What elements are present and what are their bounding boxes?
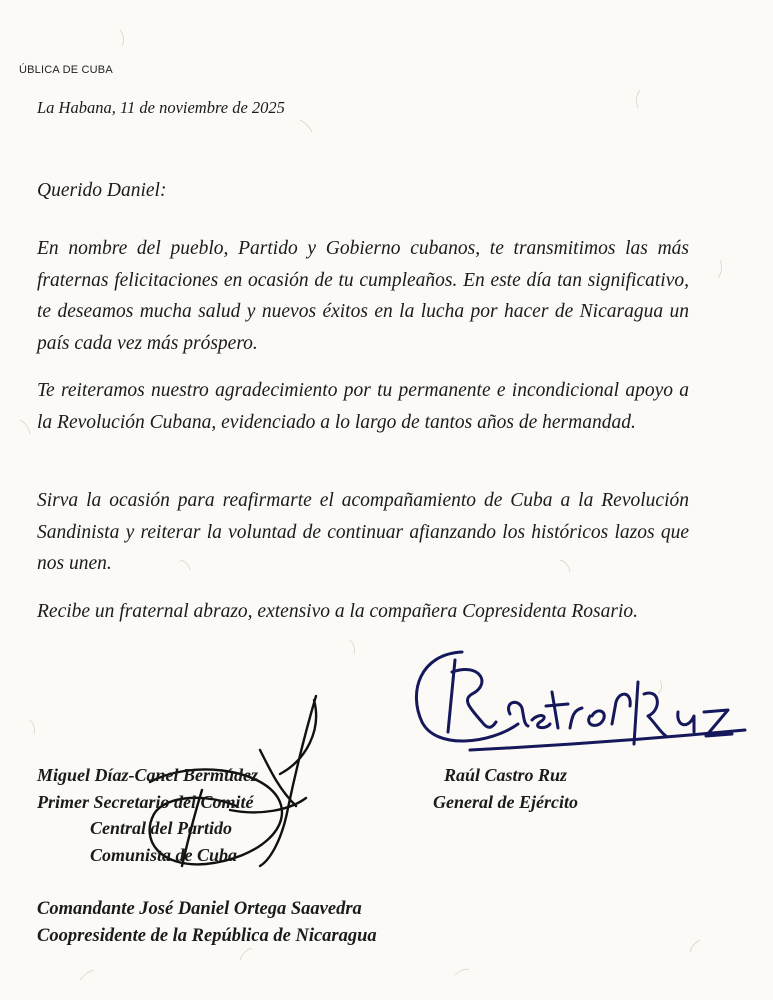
- body-paragraph-2: Te reiteramos nuestro agradecimiento por tu permanente e incondicional apoyo a la Revolución Cubana, evidenciado a lo largo de tantos años de hermandad.: [37, 380, 689, 433]
- signatory-right-title: General de Ejército: [433, 791, 578, 812]
- signatory-left-name: Miguel Díaz-Canel Bermúdez: [37, 765, 259, 785]
- signatory-left-title-3: Comunista de Cuba: [90, 844, 238, 865]
- handwritten-signature-castro: [400, 632, 760, 772]
- body-paragraph-1: En nombre del pueblo, Partido y Gobierno cubanos, te transmitimos las más fraternas felicitaciones en ocasión de tu cumpleaños. En este día tan significativo, te deseamos mucha salud y nuevos éxitos en la lucha por hacer de Nicaragua un país cada vez más próspero.: [37, 238, 689, 354]
- date-line: La Habana, 11 de noviembre de 2025: [37, 98, 285, 117]
- signatory-left: [37, 762, 258, 868]
- greeting: Querido Daniel:: [37, 180, 167, 201]
- addressee-name: Comandante José Daniel Ortega Saavedra: [37, 899, 362, 919]
- closing-paragraph: Recibe un fraternal abrazo, extensivo a la compañera Copresidenta Rosario.: [37, 601, 638, 622]
- signatory-right-name: Raúl Castro Ruz: [443, 765, 568, 785]
- addressee-block: [37, 896, 377, 949]
- addressee-title: Coopresidente de la República de Nicaragua: [37, 925, 377, 946]
- signatory-right: [433, 762, 578, 815]
- body-paragraph-3: Sirva la ocasión para reafirmarte el acompañamiento de Cuba a la Revolución Sandinista y reiterar la voluntad de continuar afianzando los históricos lazos que nos unen.: [37, 490, 689, 574]
- signatory-left-title-2: Central del Partido: [90, 818, 233, 838]
- signatory-left-title-1: Primer Secretario del Comité: [37, 791, 254, 812]
- letterhead-text: ÚBLICA DE CUBA: [19, 64, 113, 76]
